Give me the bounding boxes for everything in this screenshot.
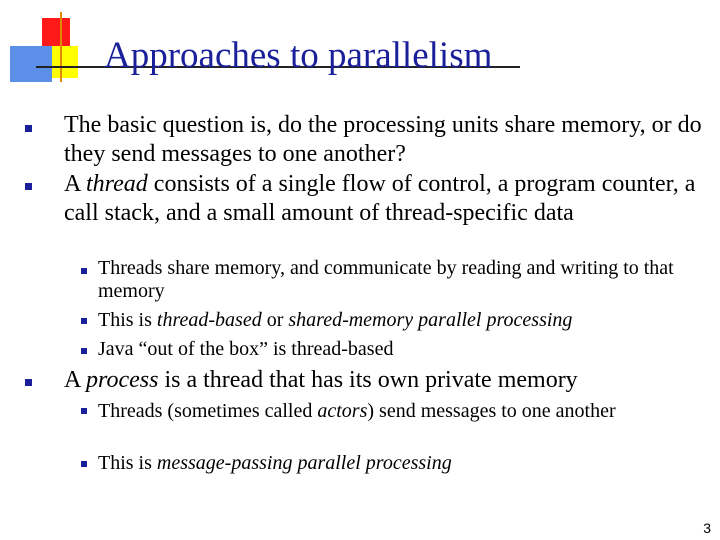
sub-bullet-square-icon bbox=[81, 408, 87, 414]
template-logo bbox=[0, 0, 80, 85]
bullet-square-icon bbox=[25, 125, 32, 132]
bullet-thread-definition: A thread consists of a single flow of control, a program counter, a call stack, and a small amount of thread-specific data bbox=[64, 171, 696, 226]
sub-bullet-square-icon bbox=[81, 461, 87, 467]
bullet-square-icon bbox=[25, 183, 32, 190]
logo-red-square bbox=[42, 18, 70, 46]
bullet-square-icon bbox=[25, 379, 32, 386]
page-number: 3 bbox=[703, 520, 711, 536]
sub-bullet-square-icon bbox=[81, 318, 87, 324]
sub-bullet-square-icon bbox=[81, 348, 87, 354]
sub-bullet-java: Java “out of the box” is thread-based bbox=[98, 338, 394, 360]
sub-bullet-actors: Threads (sometimes called actors) send messages to one another bbox=[98, 400, 616, 422]
slide-title: Approaches to parallelism bbox=[104, 35, 493, 76]
logo-yellow-square bbox=[52, 46, 78, 78]
sub-bullet-threads-share: Threads share memory, and communicate by reading and writing to that memory bbox=[98, 257, 674, 302]
logo-vertical-line bbox=[60, 12, 62, 82]
logo-blue-square bbox=[10, 46, 52, 82]
sub-bullet-thread-based: This is thread-based or shared-memory parallel processing bbox=[98, 309, 573, 331]
bullet-shared-question: The basic question is, do the processing units share memory, or do they send messages to one another? bbox=[64, 112, 702, 167]
sub-bullet-square-icon bbox=[81, 268, 87, 274]
sub-bullet-message-passing: This is message-passing parallel processing bbox=[98, 452, 452, 474]
bullet-process-definition: A process is a thread that has its own private memory bbox=[64, 367, 578, 393]
